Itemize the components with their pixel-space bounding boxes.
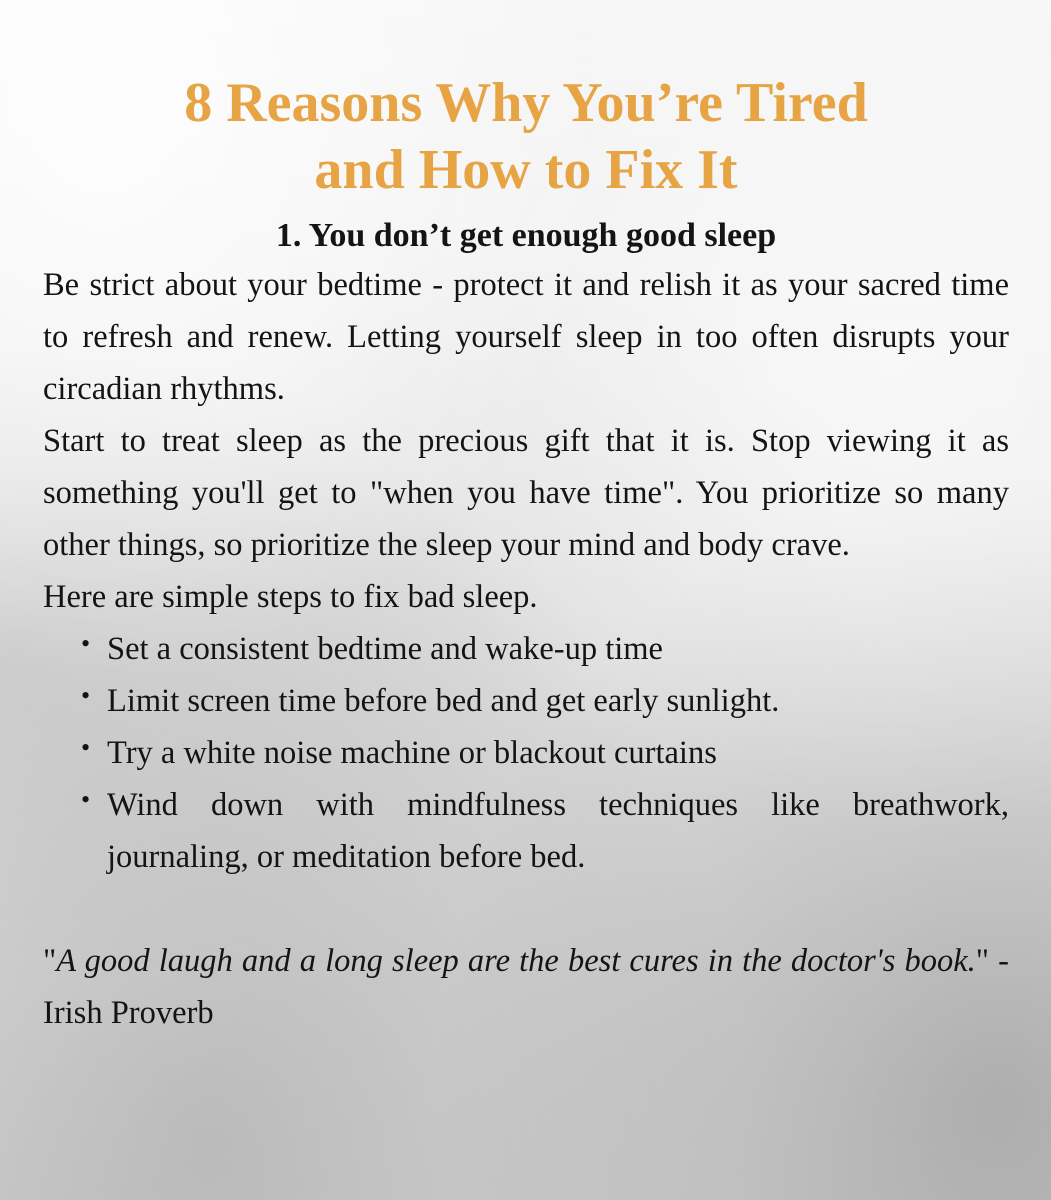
proverb-quote: [43, 935, 1009, 1039]
quote-text: A good laugh and a long sleep are the best cures in the doctor's book.: [56, 943, 976, 980]
section-heading: 1. You don’t get enough good sleep: [275, 217, 777, 255]
title-line-2: and How to Fix It: [314, 138, 738, 201]
paragraph-steps-intro: Here are simple steps to fix bad sleep.: [43, 579, 538, 616]
list-item: [81, 727, 1009, 779]
page-title: [43, 70, 1009, 203]
list-item: [81, 675, 1009, 727]
bullet-icon: •: [81, 629, 91, 659]
quote-open-mark: ": [43, 943, 57, 980]
quote-attribution: " - Irish Proverb: [43, 943, 1009, 1032]
list-item-text: Set a consistent bedtime and wake-up time: [107, 631, 663, 668]
list-item: [81, 623, 1009, 675]
bullet-icon: •: [81, 733, 91, 763]
list-item: [81, 779, 1009, 883]
bullet-icon: •: [81, 785, 91, 815]
steps-list: [43, 623, 1009, 883]
paragraph-bedtime: Be strict about your bedtime - protect it and relish it as your sacred time to refresh and renew. Letting yourself sleep in too often disrupts your circadian rhythms.: [43, 267, 1009, 408]
list-item-text: Wind down with mindfulness techniques like breathwork, journaling, or meditation before bed.: [107, 787, 1009, 876]
title-line-1: 8 Reasons Why You’re Tired: [184, 72, 868, 134]
infographic-card: [43, 70, 1009, 1039]
paragraph-precious-gift: Start to treat sleep as the precious gift that it is. Stop viewing it as something you'll get to "when you have time". You prioritize so many other things, so prioritize the sleep your mind and body crave.: [43, 423, 1009, 564]
list-item-text: Try a white noise machine or blackout curtains: [107, 735, 717, 772]
list-item-text: Limit screen time before bed and get early sunlight.: [107, 683, 780, 720]
bullet-icon: •: [81, 681, 91, 711]
